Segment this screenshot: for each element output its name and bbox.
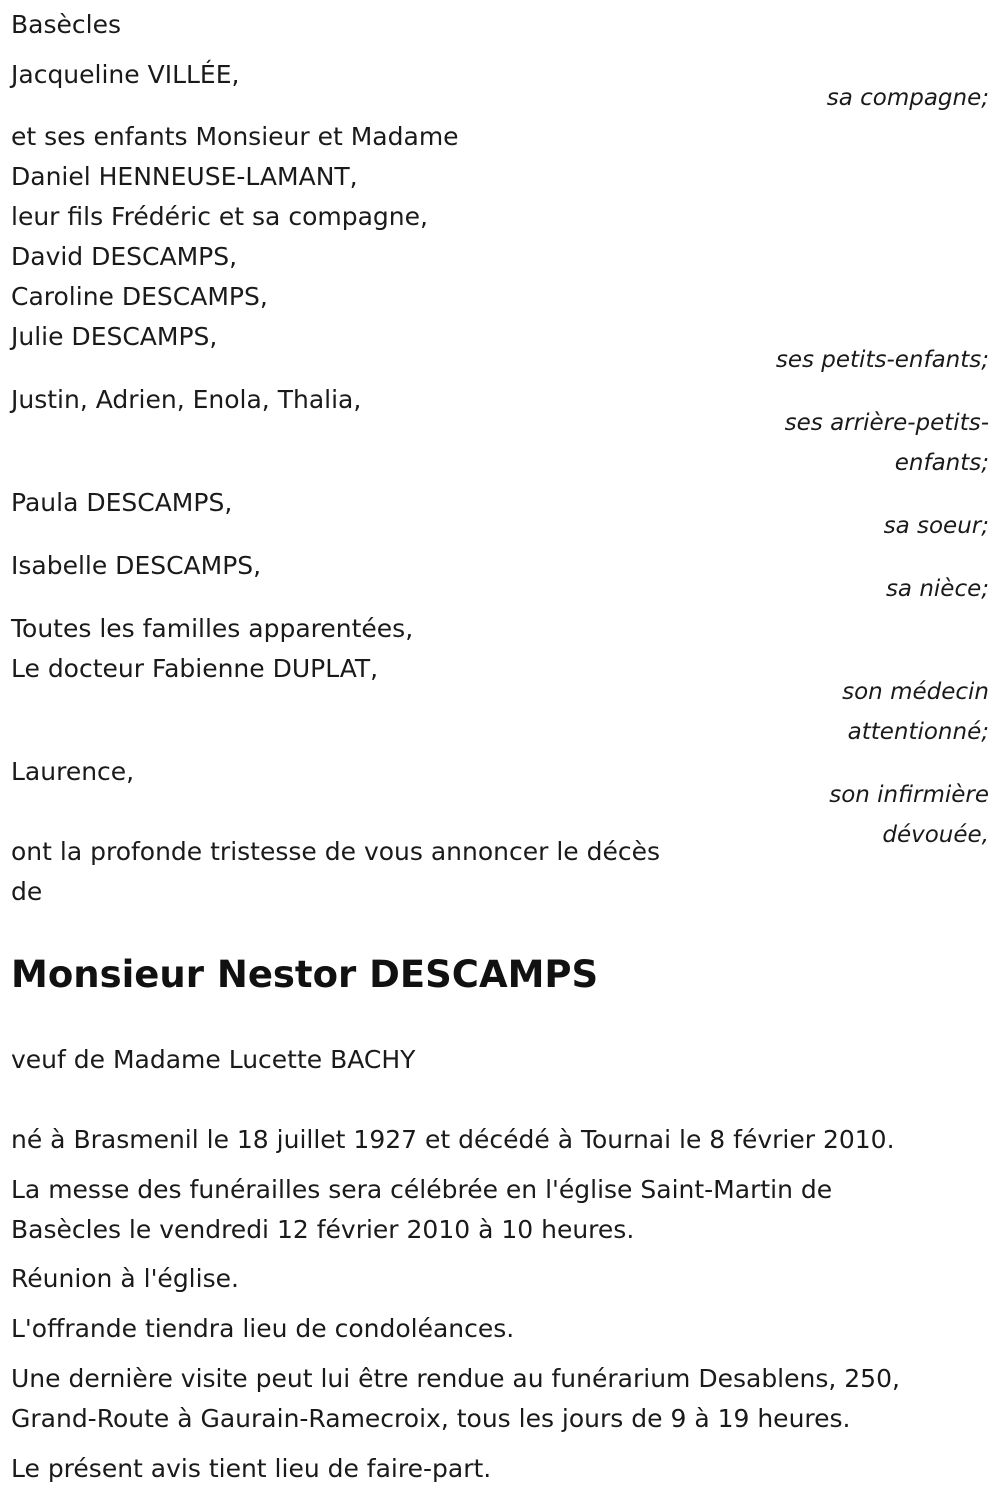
- relation-label: son médecin: [842, 679, 989, 705]
- meeting-line: Réunion à l'église.: [11, 1264, 239, 1293]
- relation-label: sa soeur;: [883, 513, 989, 539]
- relation-label: attentionné;: [847, 719, 989, 745]
- mourner-line: Caroline DESCAMPS,: [11, 282, 268, 311]
- birth-death-line: né à Brasmenil le 18 juillet 1927 et décédé à Tournai le 8 février 2010.: [11, 1125, 895, 1154]
- offering-line: L'offrande tiendra lieu de condoléances.: [11, 1314, 515, 1343]
- visit-line: Grand-Route à Gaurain-Ramecroix, tous les jours de 9 à 19 heures.: [11, 1404, 851, 1433]
- mourner-line: et ses enfants Monsieur et Madame: [11, 122, 459, 151]
- mourner-line: Daniel HENNEUSE-LAMANT,: [11, 162, 358, 191]
- mourner-line: Toutes les familles apparentées,: [11, 614, 414, 643]
- relation-label: ses arrière-petits-: [784, 410, 989, 436]
- relation-label: sa compagne;: [826, 85, 989, 111]
- mourner-line: Isabelle DESCAMPS,: [11, 551, 262, 580]
- relation-label: ses petits-enfants;: [775, 347, 989, 373]
- mourner-line: Laurence,: [11, 757, 135, 786]
- announcement-line: de: [11, 877, 43, 906]
- relation-label: sa nièce;: [885, 576, 989, 602]
- relation-label: dévouée,: [882, 822, 989, 848]
- widower-of: veuf de Madame Lucette BACHY: [11, 1045, 416, 1074]
- mourner-line: Justin, Adrien, Enola, Thalia,: [11, 385, 362, 414]
- mourner-line: Jacqueline VILLÉE,: [11, 60, 240, 89]
- relation-label: enfants;: [894, 450, 989, 476]
- mourner-line: David DESCAMPS,: [11, 242, 238, 271]
- mourner-line: Paula DESCAMPS,: [11, 488, 233, 517]
- funeral-mass-line: La messe des funérailles sera célébrée en l'église Saint-Martin de: [11, 1175, 833, 1204]
- announcement-line: ont la profonde tristesse de vous annoncer le décès: [11, 837, 661, 866]
- relation-label: son infirmière: [829, 782, 989, 808]
- mourner-line: Le docteur Fabienne DUPLAT,: [11, 654, 379, 683]
- visit-line: Une dernière visite peut lui être rendue au funérarium Desablens, 250,: [11, 1364, 900, 1393]
- deceased-name: Monsieur Nestor DESCAMPS: [11, 953, 599, 996]
- faire-part-line: Le présent avis tient lieu de faire-part.: [11, 1454, 492, 1483]
- funeral-mass-line: Basècles le vendredi 12 février 2010 à 10 heures.: [11, 1215, 635, 1244]
- place-name: Basècles: [11, 10, 121, 39]
- mourner-line: leur fils Frédéric et sa compagne,: [11, 202, 428, 231]
- mourner-line: Julie DESCAMPS,: [11, 322, 218, 351]
